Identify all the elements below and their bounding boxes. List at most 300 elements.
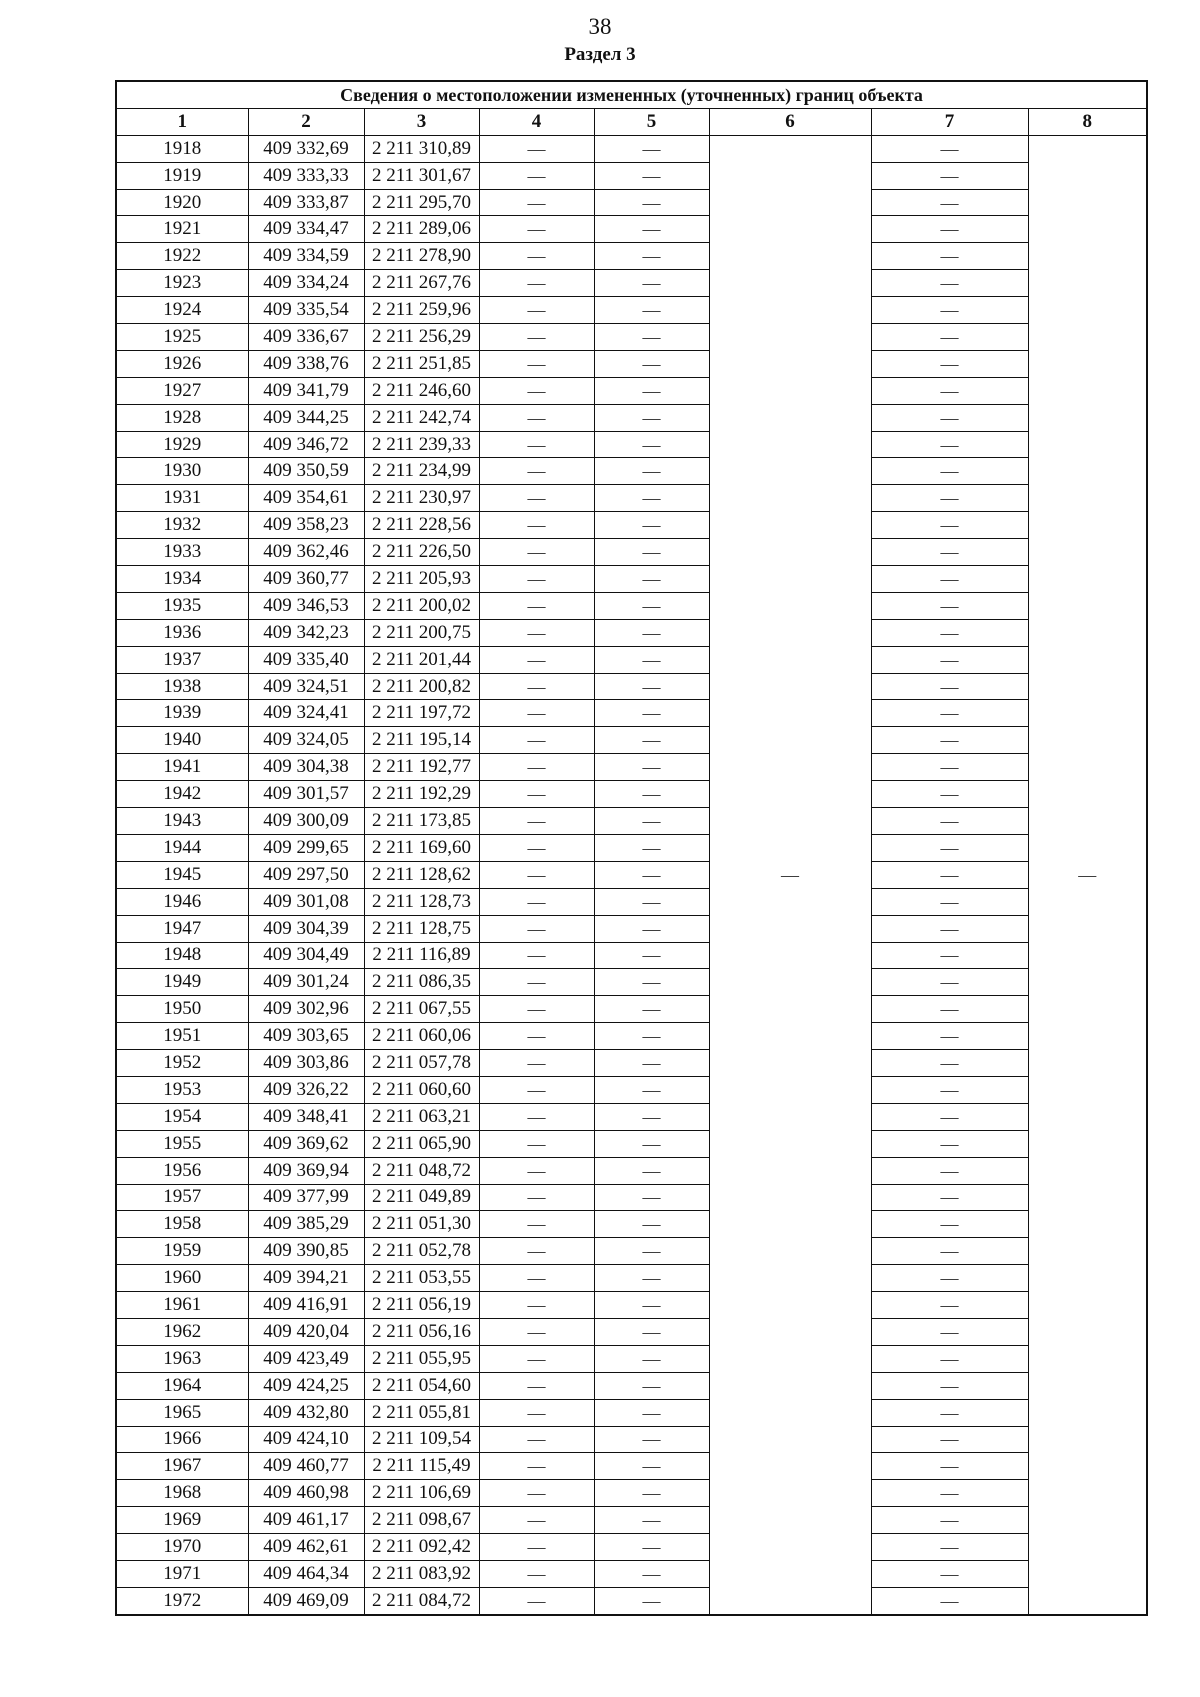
col7-dash-cell: —: [871, 1184, 1028, 1211]
coord-y-cell: 2 211 060,06: [364, 1023, 479, 1050]
col7-dash-cell: —: [871, 592, 1028, 619]
coord-y-cell: 2 211 060,60: [364, 1076, 479, 1103]
col7-dash-cell: —: [871, 1587, 1028, 1614]
point-number-cell: 1961: [116, 1292, 248, 1319]
col4-dash-cell: —: [479, 888, 594, 915]
coord-x-cell: 409 302,96: [248, 996, 364, 1023]
coord-x-cell: 409 334,59: [248, 243, 364, 270]
coord-y-cell: 2 211 201,44: [364, 646, 479, 673]
point-number-cell: 1929: [116, 431, 248, 458]
col5-dash-cell: —: [594, 1560, 709, 1587]
coord-x-cell: 409 423,49: [248, 1345, 364, 1372]
table-row: [116, 996, 1147, 1023]
col7-dash-cell: —: [871, 1453, 1028, 1480]
col7-dash-cell: —: [871, 700, 1028, 727]
column-header: 7: [871, 108, 1028, 135]
col4-dash-cell: —: [479, 754, 594, 781]
col4-dash-cell: —: [479, 216, 594, 243]
table-row: [116, 1345, 1147, 1372]
point-number-cell: 1934: [116, 566, 248, 593]
col7-dash-cell: —: [871, 431, 1028, 458]
point-number-cell: 1958: [116, 1211, 248, 1238]
coord-y-cell: 2 211 092,42: [364, 1534, 479, 1561]
point-number-cell: 1928: [116, 404, 248, 431]
point-number-cell: 1939: [116, 700, 248, 727]
column-header: 2: [248, 108, 364, 135]
col4-dash-cell: —: [479, 969, 594, 996]
col7-dash-cell: —: [871, 377, 1028, 404]
col4-dash-cell: —: [479, 1023, 594, 1050]
point-number-cell: 1967: [116, 1453, 248, 1480]
col4-dash-cell: —: [479, 1426, 594, 1453]
point-number-cell: 1937: [116, 646, 248, 673]
point-number-cell: 1960: [116, 1265, 248, 1292]
coord-x-cell: 409 369,62: [248, 1130, 364, 1157]
coord-y-cell: 2 211 197,72: [364, 700, 479, 727]
point-number-cell: 1954: [116, 1103, 248, 1130]
col4-dash-cell: —: [479, 1560, 594, 1587]
coord-y-cell: 2 211 055,81: [364, 1399, 479, 1426]
col5-dash-cell: —: [594, 861, 709, 888]
table-row: [116, 1050, 1147, 1077]
col4-dash-cell: —: [479, 1318, 594, 1345]
col7-dash-cell: —: [871, 485, 1028, 512]
table-row: [116, 297, 1147, 324]
point-number-cell: 1972: [116, 1587, 248, 1614]
coord-x-cell: 409 301,08: [248, 888, 364, 915]
col4-dash-cell: —: [479, 996, 594, 1023]
table-row: [116, 270, 1147, 297]
coord-y-cell: 2 211 301,67: [364, 162, 479, 189]
coord-x-cell: 409 377,99: [248, 1184, 364, 1211]
col5-dash-cell: —: [594, 673, 709, 700]
col7-dash-cell: —: [871, 1318, 1028, 1345]
point-number-cell: 1935: [116, 592, 248, 619]
col5-dash-cell: —: [594, 350, 709, 377]
col5-dash-cell: —: [594, 1103, 709, 1130]
coord-y-cell: 2 211 242,74: [364, 404, 479, 431]
col4-dash-cell: —: [479, 297, 594, 324]
column-header: 3: [364, 108, 479, 135]
col4-dash-cell: —: [479, 377, 594, 404]
table-row: [116, 942, 1147, 969]
coord-y-cell: 2 211 256,29: [364, 324, 479, 351]
col5-dash-cell: —: [594, 592, 709, 619]
col5-dash-cell: —: [594, 1534, 709, 1561]
point-number-cell: 1919: [116, 162, 248, 189]
point-number-cell: 1953: [116, 1076, 248, 1103]
col5-dash-cell: —: [594, 808, 709, 835]
coord-x-cell: 409 416,91: [248, 1292, 364, 1319]
coord-y-cell: 2 211 063,21: [364, 1103, 479, 1130]
coord-y-cell: 2 211 051,30: [364, 1211, 479, 1238]
col5-dash-cell: —: [594, 189, 709, 216]
col5-dash-cell: —: [594, 1076, 709, 1103]
coord-x-cell: 409 326,22: [248, 1076, 364, 1103]
col5-dash-cell: —: [594, 646, 709, 673]
col7-dash-cell: —: [871, 1023, 1028, 1050]
col7-dash-cell: —: [871, 1399, 1028, 1426]
col4-dash-cell: —: [479, 592, 594, 619]
coord-y-cell: 2 211 056,19: [364, 1292, 479, 1319]
coord-y-cell: 2 211 106,69: [364, 1480, 479, 1507]
col4-dash-cell: —: [479, 646, 594, 673]
col7-dash-cell: —: [871, 834, 1028, 861]
point-number-cell: 1948: [116, 942, 248, 969]
table-row: [116, 243, 1147, 270]
coord-x-cell: 409 335,54: [248, 297, 364, 324]
col7-dash-cell: —: [871, 1292, 1028, 1319]
point-number-cell: 1956: [116, 1157, 248, 1184]
col5-dash-cell: —: [594, 1292, 709, 1319]
coord-x-cell: 409 460,98: [248, 1480, 364, 1507]
coord-x-cell: 409 335,40: [248, 646, 364, 673]
col7-dash-cell: —: [871, 754, 1028, 781]
point-number-cell: 1941: [116, 754, 248, 781]
col5-dash-cell: —: [594, 135, 709, 162]
col5-dash-cell: —: [594, 1050, 709, 1077]
point-number-cell: 1962: [116, 1318, 248, 1345]
col5-dash-cell: —: [594, 1587, 709, 1614]
coord-y-cell: 2 211 234,99: [364, 458, 479, 485]
table-row: [116, 216, 1147, 243]
col4-dash-cell: —: [479, 834, 594, 861]
table-row: [116, 781, 1147, 808]
col4-dash-cell: —: [479, 431, 594, 458]
table-row: [116, 135, 1147, 162]
point-number-cell: 1927: [116, 377, 248, 404]
col5-dash-cell: —: [594, 1211, 709, 1238]
col7-dash-cell: —: [871, 566, 1028, 593]
coord-y-cell: 2 211 115,49: [364, 1453, 479, 1480]
point-number-cell: 1964: [116, 1372, 248, 1399]
col7-dash-cell: —: [871, 1507, 1028, 1534]
coord-x-cell: 409 324,05: [248, 727, 364, 754]
col7-dash-cell: —: [871, 727, 1028, 754]
col4-dash-cell: —: [479, 162, 594, 189]
col7-dash-cell: —: [871, 216, 1028, 243]
col7-dash-cell: —: [871, 297, 1028, 324]
coord-x-cell: 409 469,09: [248, 1587, 364, 1614]
table-row: [116, 377, 1147, 404]
coord-y-cell: 2 211 086,35: [364, 969, 479, 996]
col7-dash-cell: —: [871, 619, 1028, 646]
col7-dash-cell: —: [871, 1265, 1028, 1292]
column-header-row: [116, 108, 1147, 135]
col7-dash-cell: —: [871, 1103, 1028, 1130]
col7-dash-cell: —: [871, 162, 1028, 189]
coord-x-cell: 409 342,23: [248, 619, 364, 646]
col7-dash-cell: —: [871, 1211, 1028, 1238]
col5-dash-cell: —: [594, 1157, 709, 1184]
coord-y-cell: 2 211 239,33: [364, 431, 479, 458]
coord-y-cell: 2 211 226,50: [364, 539, 479, 566]
col5-dash-cell: —: [594, 1453, 709, 1480]
col5-dash-cell: —: [594, 1426, 709, 1453]
column-header: 6: [709, 108, 871, 135]
col5-dash-cell: —: [594, 942, 709, 969]
coord-y-cell: 2 211 192,29: [364, 781, 479, 808]
col4-dash-cell: —: [479, 942, 594, 969]
col4-dash-cell: —: [479, 1157, 594, 1184]
coord-x-cell: 409 432,80: [248, 1399, 364, 1426]
col5-dash-cell: —: [594, 754, 709, 781]
col7-dash-cell: —: [871, 458, 1028, 485]
col4-dash-cell: —: [479, 324, 594, 351]
point-number-cell: 1951: [116, 1023, 248, 1050]
table-caption: Сведения о местоположении измененных (уточненных) границ объекта: [116, 81, 1147, 108]
boundary-coordinates-table: [115, 80, 1148, 1616]
coord-x-cell: 409 304,39: [248, 915, 364, 942]
table-row: [116, 1130, 1147, 1157]
col4-dash-cell: —: [479, 781, 594, 808]
coord-x-cell: 409 324,41: [248, 700, 364, 727]
coord-x-cell: 409 358,23: [248, 512, 364, 539]
col5-dash-cell: —: [594, 539, 709, 566]
col4-dash-cell: —: [479, 1265, 594, 1292]
col5-dash-cell: —: [594, 270, 709, 297]
table-row: [116, 1265, 1147, 1292]
col5-dash-cell: —: [594, 324, 709, 351]
col4-dash-cell: —: [479, 1534, 594, 1561]
col7-dash-cell: —: [871, 243, 1028, 270]
coord-x-cell: 409 344,25: [248, 404, 364, 431]
col4-dash-cell: —: [479, 1238, 594, 1265]
col4-dash-cell: —: [479, 189, 594, 216]
col5-dash-cell: —: [594, 431, 709, 458]
table-row: [116, 592, 1147, 619]
col4-dash-cell: —: [479, 727, 594, 754]
col7-dash-cell: —: [871, 1480, 1028, 1507]
point-number-cell: 1925: [116, 324, 248, 351]
column-header: 8: [1028, 108, 1147, 135]
table-row: [116, 162, 1147, 189]
coord-x-cell: 409 324,51: [248, 673, 364, 700]
table-row: [116, 1453, 1147, 1480]
point-number-cell: 1971: [116, 1560, 248, 1587]
table-row: [116, 566, 1147, 593]
point-number-cell: 1944: [116, 834, 248, 861]
table-row: [116, 1076, 1147, 1103]
col5-dash-cell: —: [594, 1345, 709, 1372]
table-row: [116, 834, 1147, 861]
table-row: [116, 1157, 1147, 1184]
col7-dash-cell: —: [871, 915, 1028, 942]
col7-dash-cell: —: [871, 1560, 1028, 1587]
coord-x-cell: 409 304,38: [248, 754, 364, 781]
coord-y-cell: 2 211 169,60: [364, 834, 479, 861]
table-row: [116, 431, 1147, 458]
coord-x-cell: 409 462,61: [248, 1534, 364, 1561]
point-number-cell: 1943: [116, 808, 248, 835]
table-caption-row: [116, 81, 1147, 108]
point-number-cell: 1931: [116, 485, 248, 512]
coord-x-cell: 409 362,46: [248, 539, 364, 566]
table-row: [116, 808, 1147, 835]
point-number-cell: 1952: [116, 1050, 248, 1077]
col7-dash-cell: —: [871, 1130, 1028, 1157]
point-number-cell: 1955: [116, 1130, 248, 1157]
col5-dash-cell: —: [594, 700, 709, 727]
coord-x-cell: 409 336,67: [248, 324, 364, 351]
coord-x-cell: 409 460,77: [248, 1453, 364, 1480]
col7-dash-cell: —: [871, 1426, 1028, 1453]
coord-x-cell: 409 390,85: [248, 1238, 364, 1265]
column-header: 5: [594, 108, 709, 135]
col7-dash-cell: —: [871, 781, 1028, 808]
col4-dash-cell: —: [479, 1372, 594, 1399]
col7-dash-cell: —: [871, 1050, 1028, 1077]
coord-y-cell: 2 211 057,78: [364, 1050, 479, 1077]
col5-dash-cell: —: [594, 996, 709, 1023]
coord-y-cell: 2 211 278,90: [364, 243, 479, 270]
table-row: [116, 754, 1147, 781]
point-number-cell: 1963: [116, 1345, 248, 1372]
col4-dash-cell: —: [479, 673, 594, 700]
coord-y-cell: 2 211 295,70: [364, 189, 479, 216]
point-number-cell: 1965: [116, 1399, 248, 1426]
section-title: Раздел 3: [564, 44, 636, 65]
col4-dash-cell: —: [479, 1130, 594, 1157]
table-row: [116, 1238, 1147, 1265]
table-row: [116, 969, 1147, 996]
col5-dash-cell: —: [594, 162, 709, 189]
coord-x-cell: 409 354,61: [248, 485, 364, 512]
coord-y-cell: 2 211 200,82: [364, 673, 479, 700]
coord-y-cell: 2 211 251,85: [364, 350, 479, 377]
point-number-cell: 1922: [116, 243, 248, 270]
col5-dash-cell: —: [594, 216, 709, 243]
table-row: [116, 646, 1147, 673]
coord-x-cell: 409 303,86: [248, 1050, 364, 1077]
coord-y-cell: 2 211 116,89: [364, 942, 479, 969]
coord-x-cell: 409 346,53: [248, 592, 364, 619]
point-number-cell: 1946: [116, 888, 248, 915]
point-number-cell: 1969: [116, 1507, 248, 1534]
col4-dash-cell: —: [479, 135, 594, 162]
coord-x-cell: 409 341,79: [248, 377, 364, 404]
col5-dash-cell: —: [594, 404, 709, 431]
coord-y-cell: 2 211 109,54: [364, 1426, 479, 1453]
col4-dash-cell: —: [479, 700, 594, 727]
col7-dash-cell: —: [871, 1372, 1028, 1399]
col4-dash-cell: —: [479, 458, 594, 485]
coord-x-cell: 409 297,50: [248, 861, 364, 888]
table-row: [116, 1426, 1147, 1453]
col5-dash-cell: —: [594, 1023, 709, 1050]
col7-dash-cell: —: [871, 808, 1028, 835]
col7-dash-cell: —: [871, 888, 1028, 915]
coord-y-cell: 2 211 230,97: [364, 485, 479, 512]
point-number-cell: 1947: [116, 915, 248, 942]
table-row: [116, 727, 1147, 754]
coord-x-cell: 409 348,41: [248, 1103, 364, 1130]
col7-dash-cell: —: [871, 404, 1028, 431]
table-row: [116, 404, 1147, 431]
col5-dash-cell: —: [594, 1372, 709, 1399]
table-row: [116, 485, 1147, 512]
coord-x-cell: 409 464,34: [248, 1560, 364, 1587]
coord-x-cell: 409 385,29: [248, 1211, 364, 1238]
coord-y-cell: 2 211 173,85: [364, 808, 479, 835]
col5-dash-cell: —: [594, 243, 709, 270]
col5-dash-cell: —: [594, 377, 709, 404]
point-number-cell: 1918: [116, 135, 248, 162]
col4-dash-cell: —: [479, 915, 594, 942]
table-row: [116, 861, 1147, 888]
col4-dash-cell: —: [479, 1507, 594, 1534]
point-number-cell: 1926: [116, 350, 248, 377]
col7-dash-cell: —: [871, 969, 1028, 996]
col7-dash-cell: —: [871, 942, 1028, 969]
table-row: [116, 458, 1147, 485]
coord-y-cell: 2 211 128,62: [364, 861, 479, 888]
coord-y-cell: 2 211 083,92: [364, 1560, 479, 1587]
coord-y-cell: 2 211 065,90: [364, 1130, 479, 1157]
point-number-cell: 1936: [116, 619, 248, 646]
col5-dash-cell: —: [594, 1399, 709, 1426]
col5-dash-cell: —: [594, 1480, 709, 1507]
col4-dash-cell: —: [479, 1480, 594, 1507]
table-body: [116, 135, 1147, 1614]
table-row: [116, 673, 1147, 700]
point-number-cell: 1924: [116, 297, 248, 324]
table-row: [116, 1211, 1147, 1238]
col5-dash-cell: —: [594, 619, 709, 646]
col7-dash-cell: —: [871, 324, 1028, 351]
table-row: [116, 1184, 1147, 1211]
col4-dash-cell: —: [479, 861, 594, 888]
point-number-cell: 1970: [116, 1534, 248, 1561]
coord-y-cell: 2 211 192,77: [364, 754, 479, 781]
col7-dash-cell: —: [871, 1238, 1028, 1265]
col4-dash-cell: —: [479, 619, 594, 646]
table-row: [116, 700, 1147, 727]
coord-y-cell: 2 211 052,78: [364, 1238, 479, 1265]
table-row: [116, 1399, 1147, 1426]
col4-dash-cell: —: [479, 512, 594, 539]
column-header: 1: [116, 108, 248, 135]
col5-dash-cell: —: [594, 888, 709, 915]
table-row: [116, 619, 1147, 646]
col4-dash-cell: —: [479, 1103, 594, 1130]
table-row: [116, 1318, 1147, 1345]
coord-x-cell: 409 350,59: [248, 458, 364, 485]
col4-dash-cell: —: [479, 1292, 594, 1319]
col8-merged-cell: —: [1028, 135, 1147, 1614]
point-number-cell: 1920: [116, 189, 248, 216]
coord-x-cell: 409 334,24: [248, 270, 364, 297]
coord-y-cell: 2 211 259,96: [364, 297, 479, 324]
col5-dash-cell: —: [594, 1238, 709, 1265]
col5-dash-cell: —: [594, 915, 709, 942]
table-row: [116, 888, 1147, 915]
coord-y-cell: 2 211 055,95: [364, 1345, 479, 1372]
col4-dash-cell: —: [479, 808, 594, 835]
coord-y-cell: 2 211 049,89: [364, 1184, 479, 1211]
coord-x-cell: 409 424,10: [248, 1426, 364, 1453]
col5-dash-cell: —: [594, 1318, 709, 1345]
col7-dash-cell: —: [871, 512, 1028, 539]
coord-x-cell: 409 424,25: [248, 1372, 364, 1399]
col4-dash-cell: —: [479, 539, 594, 566]
col7-dash-cell: —: [871, 673, 1028, 700]
col5-dash-cell: —: [594, 297, 709, 324]
coord-y-cell: 2 211 128,73: [364, 888, 479, 915]
col5-dash-cell: —: [594, 1184, 709, 1211]
col7-dash-cell: —: [871, 1157, 1028, 1184]
table-row: [116, 1507, 1147, 1534]
